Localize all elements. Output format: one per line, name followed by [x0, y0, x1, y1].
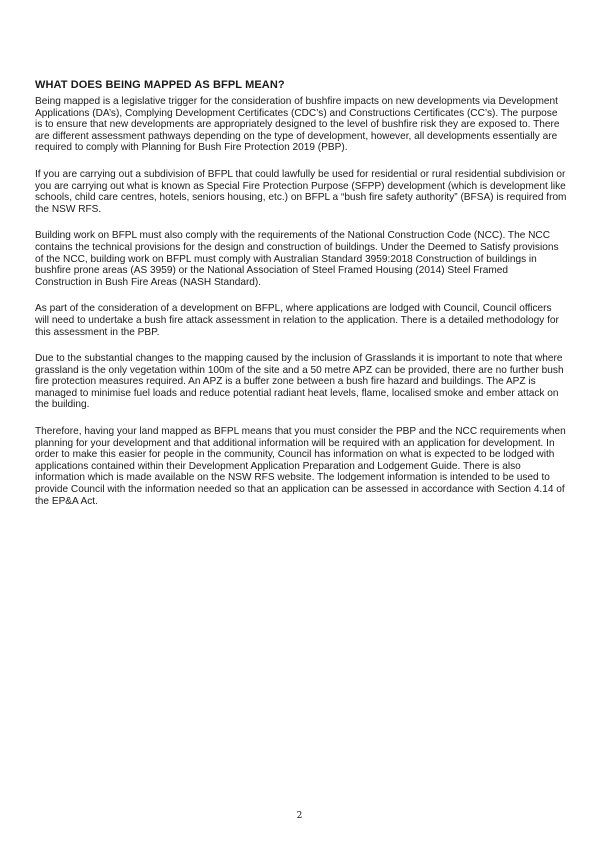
- page-number: 2: [296, 811, 303, 821]
- paragraph-council-assessment: As part of the consideration of a development on BFPL, where applications are lodged with Council, Council officers will need to undertake a bush fire attack assessment in relation to the application. There is a detailed methodology for this assessment in the PBP.: [35, 303, 559, 338]
- document-body: [35, 78, 567, 522]
- paragraph-subdivision-sfpp: If you are carrying out a subdivision of BFPL that could lawfully be used for residential or rural residential subdivision or you are carrying out what is known as Special Fire Protection Purpose (SFPP) development (which is development like schools, child care centres, hotels, seniors housing, etc.) on BFPL a “bush fire safety authority” (BFSA) is required from the NSW RFS.: [35, 168, 567, 215]
- paragraph-mapped-implications: Therefore, having your land mapped as BFPL means that you must consider the PBP and the NCC requirements when planning for your development and that additional information will be required with an application for development. In order to make this easier for people in the community, Council has information on what is expected to be lodged with applications contained within their Development Application Preparation and Lodgement Guide. There is also information which is made available on the NSW RFS website. The lodgement information is intended to be used to provide Council with the information needed so that an application can be assessed in accordance with Section 4.14 of the EP&A Act.: [35, 426, 566, 507]
- paragraph-legislative-trigger: Being mapped is a legislative trigger for the consideration of bushfire impacts on new developments via Development Applications (DA’s), Complying Development Certificates (CDC’s) and Constructions Certificates (CC’s). The purpose is to ensure that new developments are appropriately designed to the level of bushfire risk they are exposed to. There are different assessment pathways depending on the type of development, however, all developments essentially are required to comply with Planning for Bush Fire Protection 2019 (PBP).: [35, 96, 560, 154]
- section-heading: WHAT DOES BEING MAPPED AS BFPL MEAN?: [35, 79, 285, 91]
- paragraph-building-work-ncc: Building work on BFPL must also comply with the requirements of the National Construction Code (NCC). The NCC contains the technical provisions for the design and construction of buildings. Under the Deemed to Satisfy provisions of the NCC, building work on BFPL must comply with Australian Standard 3959:2018 Construction of buildings in bushfire prone areas (AS 3959) or the National Association of Steel Framed Housing (2014) Steel Framed Construction in Bush Fire Areas (NASH Standard).: [35, 230, 559, 288]
- paragraph-grasslands-apz: Due to the substantial changes to the mapping caused by the inclusion of Grasslands it is important to note that where grassland is the only vegetation within 100m of the site and a 50 metre APZ can be provided, there are no further bush fire protection measures required. An APZ is a buffer zone between a bush fire hazard and buildings. The APZ is managed to minimise fuel loads and reduce potential radiant heat levels, flame, localised smoke and ember attack on the building.: [35, 353, 564, 411]
